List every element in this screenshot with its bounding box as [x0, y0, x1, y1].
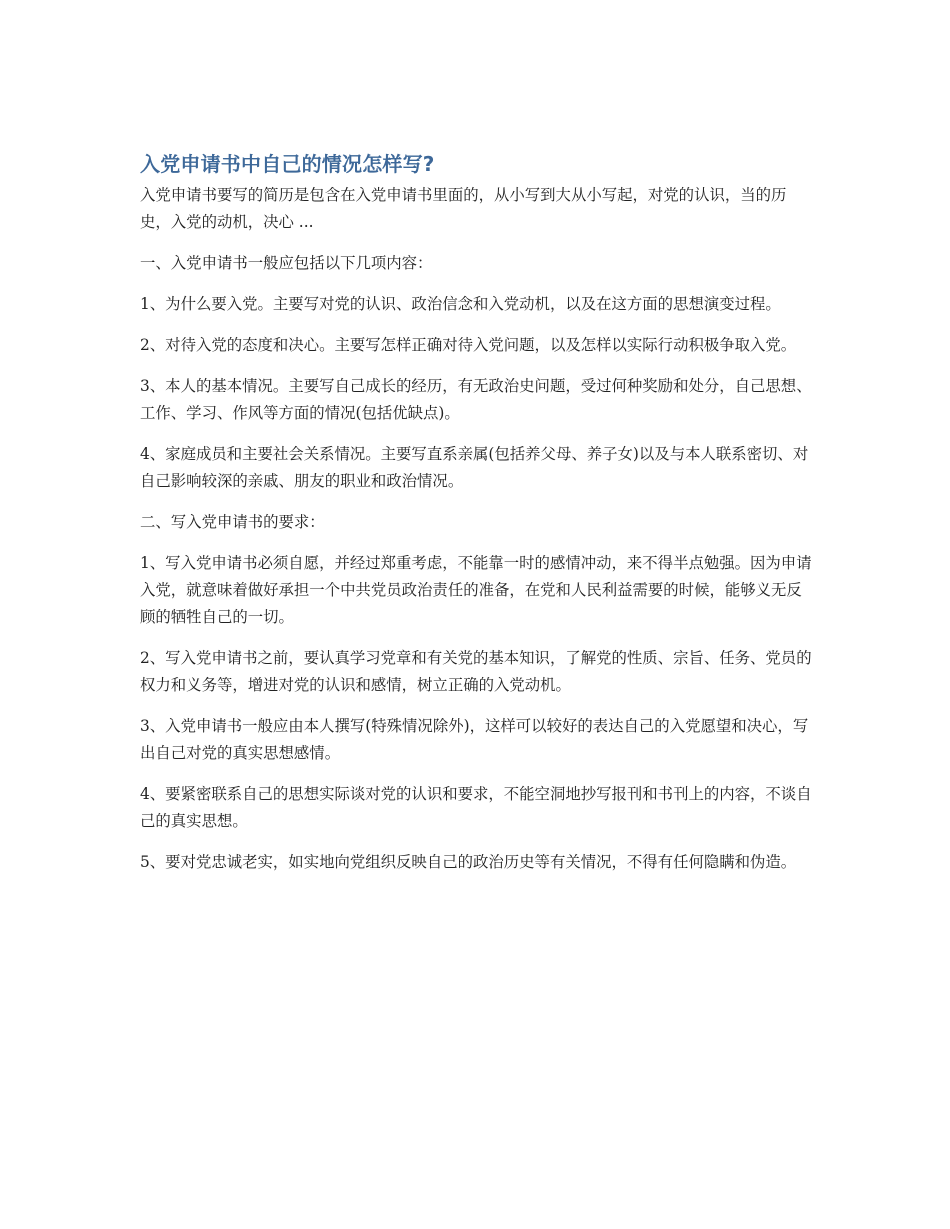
requirement-item-4: 4、要紧密联系自己的思想实际谈对党的认识和要求，不能空洞地抄写报刊和书刊上的内容，不谈自己的真实思想。	[140, 785, 812, 830]
content-item-3: 3、本人的基本情况。主要写自己成长的经历，有无政治史问题，受过何种奖励和处分，自己思想、工作、学习、作风等方面的情况(包括优缺点)。	[140, 377, 812, 422]
requirement-item-3: 3、入党申请书一般应由本人撰写(特殊情况除外)，这样可以较好的表达自己的入党愿望和决心，写出自己对党的真实思想感情。	[140, 717, 809, 762]
content-item-4: 4、家庭成员和主要社会关系情况。主要写直系亲属(包括养父母、养子女)以及与本人联系密切、对自己影响较深的亲戚、朋友的职业和政治情况。	[140, 445, 809, 490]
section-heading-contents: 一、入党申请书一般应包括以下几项内容：	[140, 254, 433, 272]
content-item-2: 2、对待入党的态度和决心。主要写怎样正确对待入党问题，以及怎样以实际行动积极争取入党。	[140, 336, 797, 354]
content-item-1: 1、为什么要入党。主要写对党的认识、政治信念和入党动机，以及在这方面的思想演变过程。	[140, 295, 781, 313]
requirement-item-5: 5、要对党忠诚老实，如实地向党组织反映自己的政治历史等有关情况，不得有任何隐瞒和伪造。	[140, 853, 797, 871]
document-title: 入党申请书中自己的情况怎样写?	[140, 152, 435, 176]
requirement-item-1: 1、写入党申请书必须自愿，并经过郑重考虑，不能靠一时的感情冲动，来不得半点勉强。因为申请入党，就意味着做好承担一个中共党员政治责任的准备，在党和人民利益需要的时候，能够义无反顾的牺牲自己的一切。	[140, 554, 812, 626]
requirement-item-2: 2、写入党申请书之前，要认真学习党章和有关党的基本知识，了解党的性质、宗旨、任务、党员的权力和义务等，增进对党的认识和感情，树立正确的入党动机。	[140, 649, 812, 694]
intro-paragraph: 入党申请书要写的简历是包含在入党申请书里面的，从小写到大从小写起，对党的认识，当的历史，入党的动机，决心 ...	[140, 186, 787, 231]
section-heading-requirements: 二、写入党申请书的要求：	[140, 513, 325, 531]
document-body	[140, 150, 812, 890]
